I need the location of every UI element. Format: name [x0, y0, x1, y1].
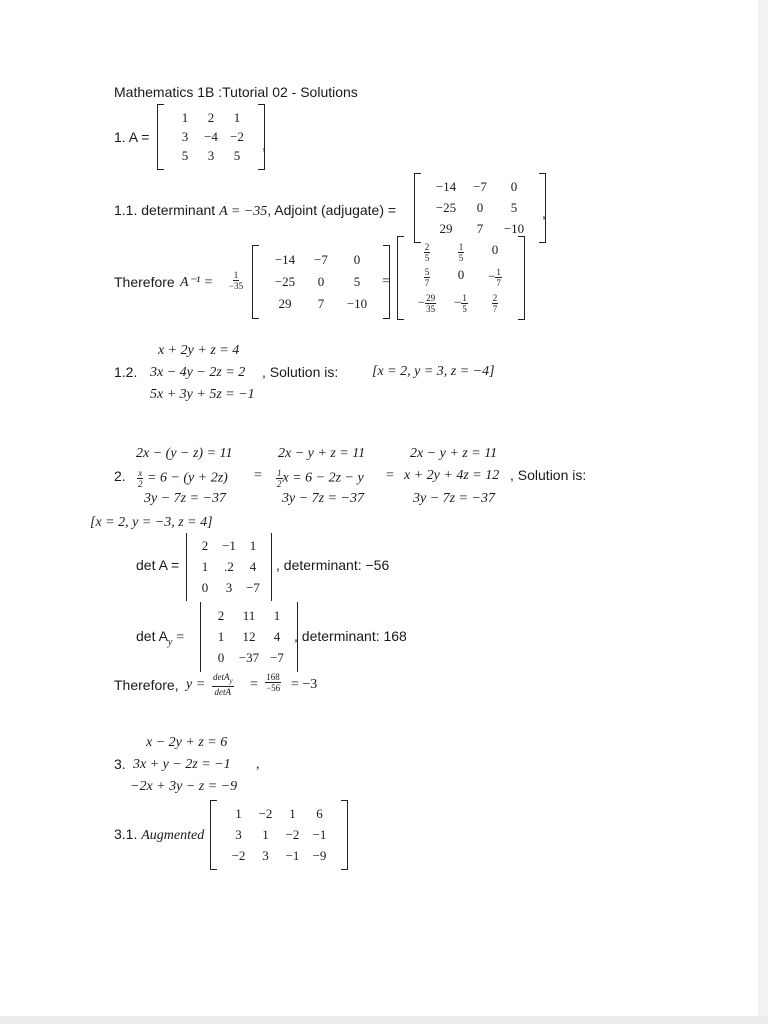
detay-eq: = — [176, 630, 185, 645]
inverse-cell — [424, 242, 431, 263]
inverse-num: 2 — [424, 242, 430, 253]
value-fraction — [265, 672, 281, 693]
q2-c3-eq1: 2x − y + z = 11 — [410, 446, 498, 461]
inverse-cell — [454, 293, 468, 314]
adjugate-cell: 0 — [476, 199, 484, 215]
matrix-a-cell: 5 — [181, 148, 189, 164]
inverse-cell — [418, 293, 436, 314]
q3-eq-1: x − 2y + z = 6 — [146, 735, 228, 750]
inverse-den: 5 — [424, 253, 430, 264]
deta-cell: −1 — [222, 538, 236, 554]
augmented-cell: −2 — [285, 826, 300, 842]
q1-2-solution: [x = 2, y = 3, z = −4] — [372, 364, 495, 379]
augmented-cell: 1 — [262, 826, 269, 842]
q3-eq-3: −2x + 3y − z = −9 — [130, 779, 238, 794]
q2-c1-frac-den: 2 — [138, 479, 143, 489]
adjugate-2-cell: 29 — [278, 296, 292, 311]
inverse-num: 1 — [458, 242, 464, 253]
q2-c1-eq2 — [137, 468, 228, 489]
inverse-cell — [458, 242, 465, 263]
matrix-a-cell: 1 — [181, 109, 189, 125]
q2-c2-eq1: 2x − y + z = 11 — [278, 446, 366, 461]
q2-c2-eq2-text: x = 6 − 2z − y — [282, 470, 364, 486]
deta-cell: 2 — [201, 538, 209, 554]
matrix-a-cell: −4 — [204, 128, 218, 144]
q2-eq-sign-1: = — [254, 468, 262, 483]
detay-label-text: det A — [136, 628, 168, 644]
augmented-cell: 3 — [235, 826, 242, 842]
inverse-den: 35 — [426, 303, 436, 314]
inverse-den: 7 — [496, 278, 501, 289]
deta-cell: 0 — [201, 579, 209, 595]
detay-cell: 1 — [217, 628, 225, 644]
deta-cell: 3 — [225, 579, 233, 595]
matrix-a — [157, 104, 265, 170]
detay-value: , determinant: 168 — [294, 628, 407, 644]
deta-label: det A = — [136, 557, 180, 573]
matrix-a-cell: 5 — [233, 148, 241, 164]
adjugate-cell: 0 — [510, 179, 518, 195]
q2-c1-eq3: 3y − 7z = −37 — [144, 491, 227, 506]
inverse-den: 7 — [424, 278, 430, 289]
detay-matrix — [200, 602, 298, 672]
cramer-frac-num — [212, 672, 234, 687]
deta-cell: −7 — [246, 579, 260, 595]
inverse-den: 7 — [492, 303, 498, 314]
adjugate-matrix — [414, 173, 546, 243]
inverse-lhs: A⁻¹ = — [180, 275, 214, 290]
inverse-cell: 0 — [491, 242, 499, 258]
q1-comma: , — [262, 137, 266, 153]
inverse-num: 29 — [426, 292, 436, 303]
augmented-cell: 1 — [289, 806, 296, 822]
q2-c1-frac-num: x — [138, 468, 143, 478]
q3-label: 3. — [114, 756, 126, 772]
q1-label: 1. A = — [114, 129, 150, 145]
inverse-den: 5 — [462, 303, 467, 314]
q2-solution-label: , Solution is: — [510, 467, 587, 483]
page-title: Mathematics 1B :Tutorial 02 - Solutions — [114, 84, 358, 100]
augmented-cell: 3 — [262, 847, 269, 863]
q3-eq2-comma: , — [256, 757, 260, 772]
q1-1-line — [114, 202, 396, 220]
inverse-matrix — [397, 236, 525, 320]
adjugate-cell: −7 — [473, 179, 487, 195]
q2-c2-frac-den: 2 — [277, 479, 282, 489]
adjugate-cell: 5 — [510, 199, 518, 215]
adjugate-comma: , — [542, 205, 546, 221]
adjugate-2-cell: 0 — [353, 252, 361, 267]
q1-1-label: 1.1. determinant — [114, 202, 220, 218]
augmented-word: Augmented — [141, 828, 205, 843]
q2-c3-eq3: 3y − 7z = −37 — [413, 491, 496, 506]
q2-label: 2. — [114, 468, 126, 484]
augmented-cell: 1 — [235, 806, 242, 822]
adjugate-2-cell: 5 — [353, 274, 361, 289]
detay-cell: −37 — [238, 650, 260, 666]
deta-cell: .2 — [224, 558, 234, 574]
eq-sign-3: = — [250, 677, 258, 692]
matrix-a-cell: 3 — [207, 148, 215, 164]
q3-1-label — [114, 826, 204, 844]
scan-edge — [758, 0, 768, 1024]
cramer-frac-den: detA — [214, 686, 232, 697]
eq-1: x + 2y + z = 4 — [158, 343, 240, 358]
detay-label — [136, 628, 184, 648]
adjugate-2-cell: 7 — [317, 296, 325, 311]
equals-sign: = — [382, 274, 390, 289]
inverse-sign: − — [417, 294, 426, 310]
q2-c2-eq3: 3y − 7z = −37 — [282, 491, 365, 506]
scalar-den: −35 — [229, 281, 244, 291]
deta-cell: 4 — [249, 558, 257, 574]
frac1-num-sub: y — [229, 676, 233, 685]
eq-2: 3x − 4y − 2z = 2 — [150, 365, 246, 380]
inverse-num: 1 — [462, 292, 467, 303]
augmented-cell: 6 — [316, 806, 323, 822]
y-result: = −3 — [291, 677, 318, 692]
cramer-fraction — [212, 672, 234, 697]
q2-solution: [x = 2, y = −3, z = 4] — [90, 515, 213, 530]
adjugate-cell: 29 — [439, 220, 453, 236]
detay-cell: 1 — [273, 607, 281, 623]
scalar-fraction — [228, 270, 244, 291]
adjugate-2-cell: −14 — [274, 252, 296, 267]
q2-c2-frac-num: 1 — [277, 468, 282, 478]
detay-cell: 2 — [217, 607, 225, 623]
augmented-cell: −1 — [285, 847, 300, 863]
detay-cell: 4 — [273, 628, 281, 644]
inverse-cell — [492, 293, 499, 314]
augmented-cell: −2 — [231, 847, 246, 863]
adjugate-matrix-2 — [252, 245, 390, 319]
adjugate-2-cell: −25 — [274, 274, 296, 289]
inverse-sign: − — [488, 268, 496, 284]
inverse-den: 5 — [458, 253, 464, 264]
deta-matrix — [186, 533, 272, 601]
adjugate-cell: −14 — [435, 179, 457, 195]
q2-c1-eq1: 2x − (y − z) = 11 — [136, 446, 233, 461]
q2-c3-eq2: x + 2y + 4z = 12 — [404, 468, 500, 483]
adjoint-label: , Adjoint (adjugate) = — [267, 202, 397, 218]
adjugate-2-cell: −7 — [314, 252, 328, 267]
scalar-num: 1 — [233, 270, 239, 280]
matrix-a-cell: 1 — [233, 109, 241, 125]
inverse-num: 1 — [496, 267, 501, 278]
deta-cell: 1 — [249, 538, 257, 554]
inverse-cell: 0 — [457, 267, 465, 283]
inverse-num: 2 — [492, 292, 498, 303]
inverse-cell — [424, 267, 431, 288]
q3-1-number: 3.1. — [114, 826, 142, 842]
adjugate-cell: −25 — [435, 199, 457, 215]
adjugate-cell: −10 — [503, 220, 525, 236]
matrix-a-cell: 2 — [207, 109, 215, 125]
det-expr: A = −35 — [219, 204, 268, 219]
adjugate-2-cell: −10 — [346, 296, 368, 311]
q1-2-solution-label: , Solution is: — [262, 364, 339, 380]
inverse-num: 5 — [424, 267, 430, 278]
adjugate-cell: 7 — [476, 220, 484, 236]
inverse-sign: − — [454, 294, 462, 310]
inverse-cell — [488, 267, 502, 288]
therefore-label: Therefore — [114, 274, 175, 290]
augmented-cell: −2 — [258, 806, 273, 822]
frac1-num-text: detA — [213, 672, 230, 682]
deta-cell: 1 — [201, 558, 209, 574]
detay-cell: −7 — [270, 650, 284, 666]
q3-eq-2: 3x + y − 2z = −1 — [133, 757, 231, 772]
frac2-den: −56 — [266, 683, 281, 693]
matrix-a-cell: 3 — [181, 128, 189, 144]
augmented-cell: −9 — [312, 847, 327, 863]
detay-cell: 12 — [242, 628, 256, 644]
eq-3: 5x + 3y + 5z = −1 — [150, 387, 255, 402]
augmented-matrix — [210, 800, 348, 870]
adjugate-2-cell: 0 — [317, 274, 325, 289]
detay-sub: y — [167, 636, 173, 648]
q2-c1-eq2-text: = 6 − (y + 2z) — [147, 470, 228, 486]
q2-eq-sign-2: = — [386, 468, 394, 483]
q1-2-label: 1.2. — [114, 364, 138, 380]
detay-cell: 11 — [242, 607, 256, 623]
q2-c2-eq2 — [276, 468, 364, 489]
detay-cell: 0 — [217, 650, 225, 666]
y-eq: y = — [186, 677, 206, 692]
augmented-cell: −1 — [312, 826, 327, 842]
scan-border — [0, 1016, 768, 1024]
matrix-a-cell: −2 — [230, 128, 244, 144]
frac2-num: 168 — [266, 672, 280, 682]
therefore-2: Therefore, — [114, 677, 179, 693]
deta-value: , determinant: −56 — [276, 557, 390, 573]
